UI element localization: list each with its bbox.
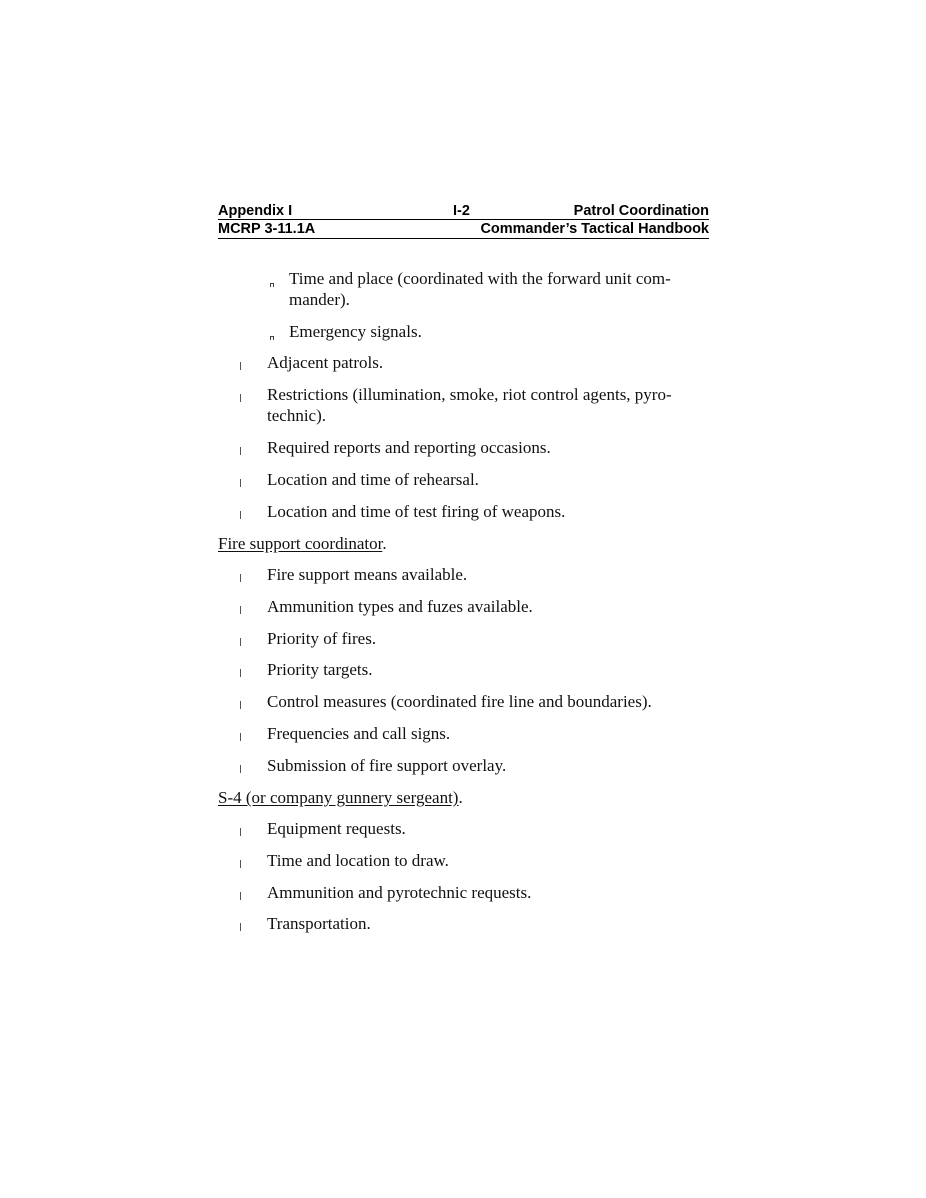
section-heading-fire-support [218, 533, 709, 554]
bullet-marker [240, 479, 241, 487]
list-item: Fire support means available. [267, 565, 468, 584]
list-item: Priority targets. [267, 660, 373, 679]
list-item: Transportation. [267, 914, 371, 933]
bullet-marker [240, 574, 241, 582]
section-heading-punct: . [458, 788, 463, 807]
header-bottom-divider [218, 238, 709, 239]
bullet-marker [240, 701, 241, 709]
section-heading-text: S-4 (or company gunnery sergeant) [218, 788, 459, 807]
list-item: Adjacent patrols. [267, 353, 384, 372]
bullet-marker [240, 669, 241, 677]
bullet-marker [240, 923, 241, 931]
list-item: Required reports and reporting occasions. [267, 438, 551, 457]
list-item: Time and location to draw. [267, 851, 449, 870]
list-item: Frequencies and call signs. [267, 724, 451, 743]
sub-list-item: Emergency signals. [289, 322, 422, 341]
header-appendix: Appendix I [218, 203, 293, 219]
header-chapter-title: Patrol Coordination [573, 203, 709, 219]
bullet-marker [240, 828, 241, 836]
bullet-marker [240, 892, 241, 900]
list-item: Location and time of rehearsal. [267, 470, 479, 489]
list-item: Restrictions (illumination, smoke, riot control agents, pyro-technic). [267, 385, 672, 425]
list-item: Priority of fires. [267, 629, 377, 648]
bullet-marker [240, 447, 241, 455]
header-divider [218, 219, 709, 220]
running-header-top [218, 203, 709, 220]
bullet-marker [240, 733, 241, 741]
header-publication-title: Commander’s Tactical Handbook [480, 221, 709, 237]
sub-bullet-marker [270, 336, 275, 341]
bullet-marker [240, 638, 241, 646]
list-item: Ammunition types and fuzes available. [267, 597, 533, 616]
list-item: Ammunition and pyrotechnic requests. [267, 883, 532, 902]
sub-bullet-marker [270, 283, 275, 288]
bullet-marker [240, 394, 241, 402]
sub-list-item: Time and place (coordinated with the forward unit com-mander). [289, 269, 671, 309]
list-item: Submission of fire support overlay. [267, 756, 507, 775]
bullet-marker [240, 606, 241, 614]
bullet-marker [240, 362, 241, 370]
list-item: Control measures (coordinated fire line and boundaries). [267, 692, 652, 711]
bullet-marker [240, 860, 241, 868]
section-heading-s4 [218, 787, 709, 808]
running-header-bottom [218, 221, 709, 238]
bullet-marker [240, 511, 241, 519]
section-heading-punct: . [382, 534, 387, 553]
list-item: Location and time of test firing of weapons. [267, 502, 566, 521]
section-heading-text: Fire support coordinator [218, 534, 383, 553]
header-publication-number: MCRP 3-11.1A [218, 221, 316, 237]
header-page-number: I-2 [453, 203, 470, 219]
list-item: Equipment requests. [267, 819, 406, 838]
bullet-marker [240, 765, 241, 773]
